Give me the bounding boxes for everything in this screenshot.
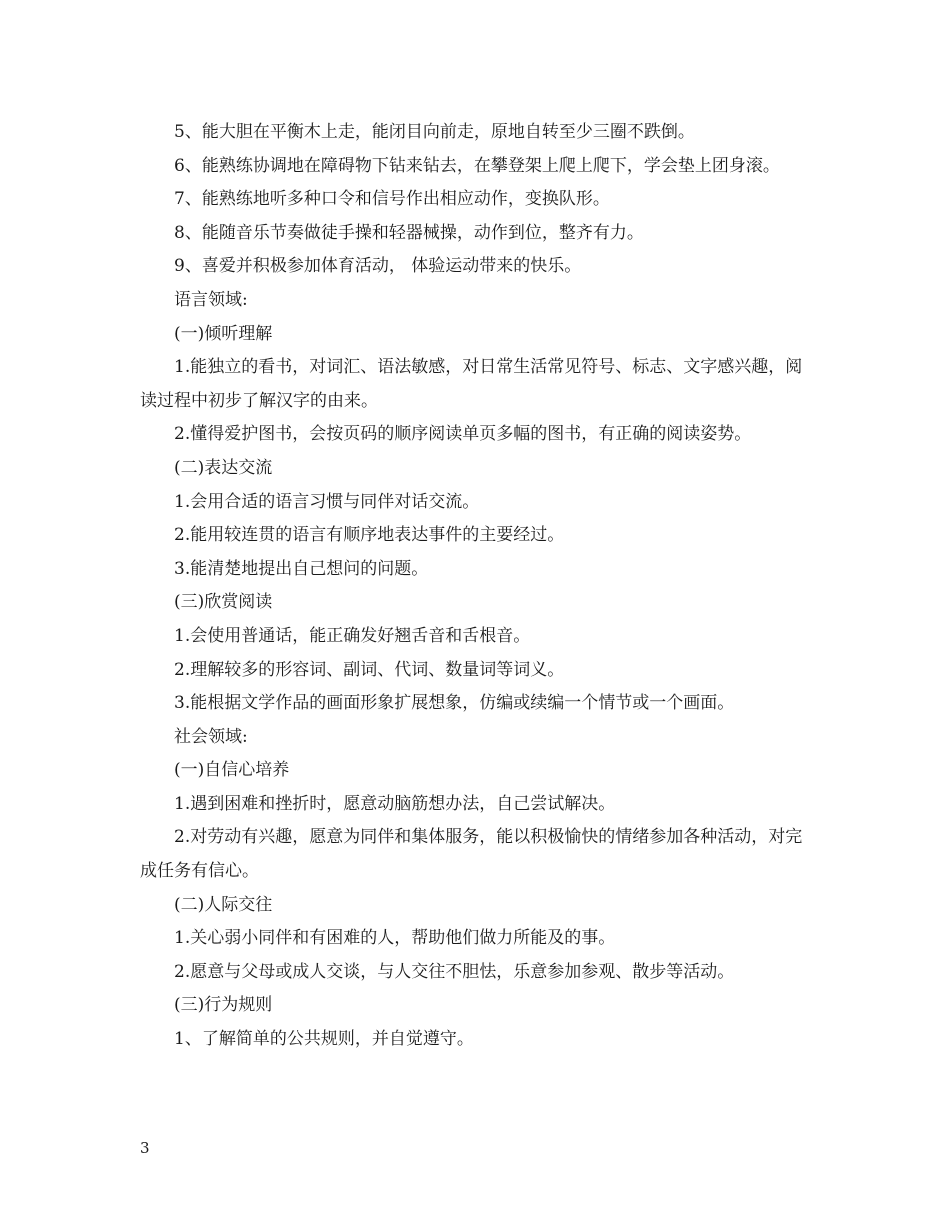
paragraph: 1、了解简单的公共规则，并自觉遵守。 — [174, 1029, 474, 1050]
paragraph: 1.关心弱小同伴和有困难的人，帮助他们做力所能及的事。 — [174, 928, 616, 949]
paragraph: 7、能熟练地听多种口令和信号作出相应动作，变换队形。 — [174, 189, 610, 210]
paragraph: 3.能清楚地提出自己想问的问题。 — [174, 558, 429, 579]
paragraph: 2.理解较多的形容词、副词、代词、数量词等词义。 — [174, 659, 565, 680]
section-heading-social: 社会领域: — [174, 726, 248, 747]
paragraph: 8、能随音乐节奏做徒手操和轻器械操，动作到位，整齐有力。 — [174, 222, 644, 243]
paragraph: 3.能根据文学作品的画面形象扩展想象，仿编或续编一个情节或一个画面。 — [174, 693, 735, 714]
paragraph: 6、能熟练协调地在障碍物下钻来钻去，在攀登架上爬上爬下，学会垫上团身滚。 — [174, 155, 780, 176]
subheading: (二)人际交往 — [174, 894, 273, 915]
paragraph: 2.愿意与父母或成人交谈，与人交往不胆怯，乐意参加参观、散步等活动。 — [174, 961, 735, 982]
paragraph: 1.遇到困难和挫折时，愿意动脑筋想办法，自己尝试解决。 — [174, 793, 616, 814]
paragraph: 1.能独立的看书，对词汇、语法敏感，对日常生活常见符号、标志、文字感兴趣，阅读过程中初步了解汉字的由来。 — [140, 357, 803, 411]
page-number: 3 — [140, 1139, 150, 1157]
paragraph: 2.对劳动有兴趣，愿意为同伴和集体服务，能以积极愉快的情绪参加各种活动，对完成任务有信心。 — [140, 827, 803, 882]
subheading: (一)自信心培养 — [174, 760, 290, 781]
subheading: (二)表达交流 — [174, 457, 273, 478]
paragraph: 5、能大胆在平衡木上走，能闭目向前走，原地自转至少三圈不跌倒。 — [174, 122, 695, 142]
paragraph: 2.懂得爱护图书，会按页码的顺序阅读单页多幅的图书，有正确的阅读姿势。 — [174, 424, 752, 445]
section-heading-language: 语言领域: — [174, 289, 248, 310]
document-body — [140, 116, 812, 1057]
paragraph: 9、喜爱并积极参加体育活动， 体验运动带来的快乐。 — [174, 256, 582, 277]
subheading: (三)行为规则 — [174, 995, 273, 1016]
subheading: (一)倾听理解 — [174, 323, 273, 344]
paragraph: 1.会使用普通话，能正确发好翘舌音和舌根音。 — [174, 625, 531, 646]
subheading: (三)欣赏阅读 — [174, 592, 273, 613]
paragraph: 2.能用较连贯的语言有顺序地表达事件的主要经过。 — [174, 525, 565, 546]
paragraph: 1.会用合适的语言习惯与同伴对话交流。 — [174, 491, 480, 512]
